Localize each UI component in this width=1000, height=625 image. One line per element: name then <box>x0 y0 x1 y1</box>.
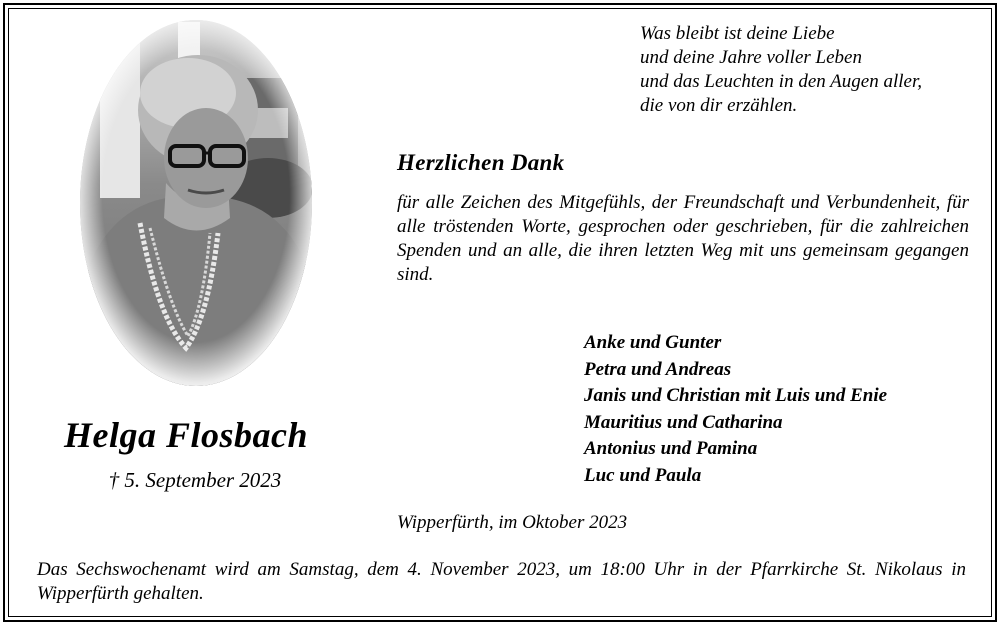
poem-verse <box>640 22 980 118</box>
death-date-line <box>0 468 390 493</box>
cross-icon: † <box>108 468 120 492</box>
family-name: Mauritius und Catharina <box>584 411 783 433</box>
family-name: Luc und Paula <box>584 464 702 486</box>
poem-line: die von dir erzählen. <box>640 95 798 116</box>
family-name: Petra und Andreas <box>584 358 732 380</box>
poem-line: und deine Jahre voller Leben <box>640 47 862 68</box>
poem-line: Was bleibt ist deine Liebe <box>640 23 835 44</box>
deceased-name: Helga Flosbach <box>63 415 308 455</box>
portrait-photo <box>78 18 314 388</box>
thanks-text: für alle Zeichen des Mitgefühls, der Freundschaft und Verbundenheit, für alle tröstenden Worte, gesprochen oder geschrieben, für die zahlreichen Spenden und an alle, die ihren letzten Weg mit uns gemeinsam gegangen sind. <box>397 192 969 285</box>
family-name: Janis und Christian mit Luis und Enie <box>584 385 888 406</box>
thanks-heading: Herzlichen Dank <box>397 150 565 175</box>
family-name: Antonius und Pamina <box>584 438 758 459</box>
family-names <box>584 330 984 489</box>
poem-line: und das Leuchten in den Augen aller, <box>640 71 922 92</box>
place-and-date: Wipperfürth, im Oktober 2023 <box>397 512 628 533</box>
death-date: 5. September 2023 <box>124 468 282 492</box>
service-notice: Das Sechswochenamt wird am Samstag, dem 4. November 2023, um 18:00 Uhr in der Pfarrkirche St. Nikolaus in Wipperfürth gehalten. <box>37 559 966 604</box>
family-name: Anke und Gunter <box>584 332 722 353</box>
